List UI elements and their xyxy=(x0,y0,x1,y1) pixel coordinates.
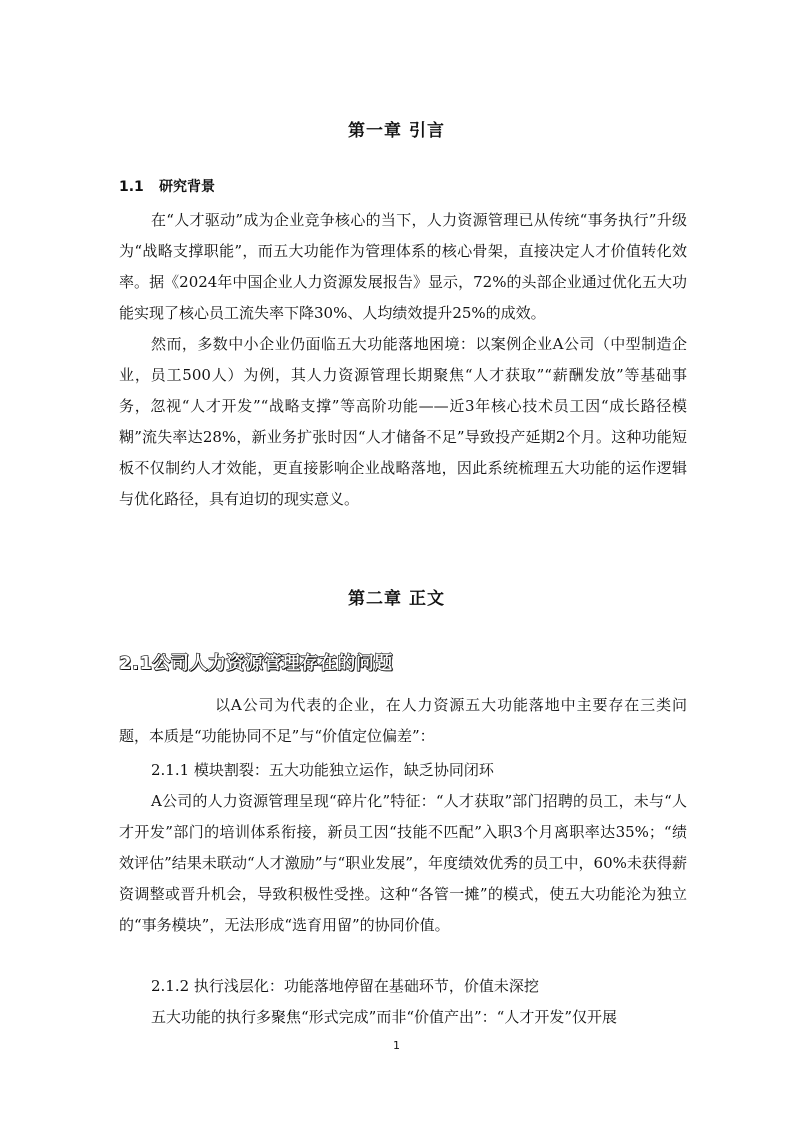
section-1-1-title: 研究背景 xyxy=(159,179,215,195)
subsection-2-1-1-body: A公司的人力资源管理呈现“碎片化”特征：“人才获取”部门招聘的员工，未与“人才开发”部门的培训体系衔接，新员工因“技能不匹配”入职3个月离职率达35%；“绩效评估”结果未联动“人才激励”与“职业发展”，年度绩效优秀的员工中，60%未获得薪资调整或晋升机会，导致积极性受挫。这种“各管一摊”的模式，使五大功能沦为独立的“事务模块”，无法形成“选育用留”的协同价值。 xyxy=(119,792,687,934)
subsection-2-1-1-block xyxy=(119,786,687,941)
background-paragraph-2: 然而，多数中小企业仍面临五大功能落地困境：以案例企业A公司（中型制造企业，员工500人）为例，其人力资源管理长期聚焦“人才获取”“薪酬发放”等基础事务，忽视“人才开发”“战略支撑”等高阶功能——近3年核心技术员工因“成长路径模糊”流失率达28%，新业务扩张时因“人才储备不足”导致投产延期2个月。这种功能短板不仅制约人才效能，更直接影响企业战略落地，因此系统梳理五大功能的运作逻辑与优化路径，具有迫切的现实意义。 xyxy=(119,335,687,508)
chapter-1-title: 第一章 引言 xyxy=(348,121,445,141)
background-paragraph-1: 在“人才驱动”成为企业竞争核心的当下，人力资源管理已从传统“事务执行”升级为“战略支撑职能”，而五大功能作为管理体系的核心骨架，直接决定人才价值转化效率。据《2024年中国企业人力资源发展报告》显示，72%的头部企业通过优化五大功能实现了核心员工流失率下降30%、人均绩效提升25%的成效。 xyxy=(119,211,687,322)
section-1-1-number: 1.1 xyxy=(119,179,144,195)
section-2-1-heading: 2.1公司人力资源管理存在的问题 xyxy=(119,653,393,674)
section-2-1-intro-block xyxy=(119,690,687,752)
subsection-2-1-2-block xyxy=(119,1002,687,1033)
subsection-2-1-2-body: 五大功能的执行多聚焦“形式完成”而非“价值产出”：“人才开发”仅开展 xyxy=(151,1008,618,1026)
subsection-2-1-1-heading: 2.1.1 模块割裂：五大功能独立运作，缺乏协同闭环 xyxy=(151,761,494,779)
subsection-2-1-2-heading: 2.1.2 执行浅层化：功能落地停留在基础环节，价值未深挖 xyxy=(151,977,539,995)
chapter-2-title: 第二章 正文 xyxy=(348,589,445,609)
section-2-1-intro: 以A公司为代表的企业，在人力资源五大功能落地中主要存在三类问题，本质是“功能协同不足”与“价值定位偏差”： xyxy=(119,696,687,745)
chapter-1-body xyxy=(119,205,687,515)
page-number: 1 xyxy=(393,1039,400,1052)
section-1-1-heading xyxy=(119,176,215,196)
